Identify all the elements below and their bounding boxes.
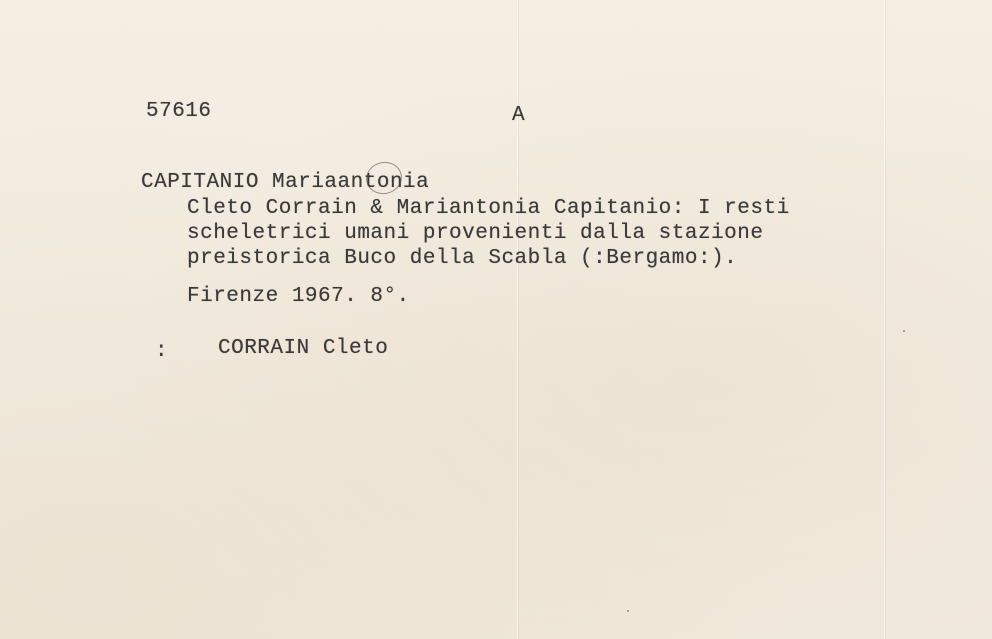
added-entry-name: CORRAIN Cleto bbox=[218, 337, 389, 360]
body-line-3: preistorica Buco della Scabla (:Bergamo:). bbox=[187, 247, 738, 270]
body-line-2: scheletrici umani provenienti dalla stazione bbox=[187, 222, 764, 245]
card-fold-line bbox=[517, 0, 518, 639]
author-heading: CAPITANIO Mariaantonia bbox=[141, 171, 430, 194]
paper-speck bbox=[627, 610, 629, 612]
body-line-1: Cleto Corrain & Mariantonia Capitanio: I resti bbox=[187, 197, 790, 220]
section-mark: A bbox=[512, 104, 526, 127]
imprint-line: Firenze 1967. 8°. bbox=[187, 285, 410, 308]
accession-number: 57616 bbox=[146, 100, 212, 123]
paper-speck bbox=[903, 330, 905, 332]
card-fold-line bbox=[884, 0, 885, 639]
added-entry-separator: : bbox=[155, 340, 169, 363]
